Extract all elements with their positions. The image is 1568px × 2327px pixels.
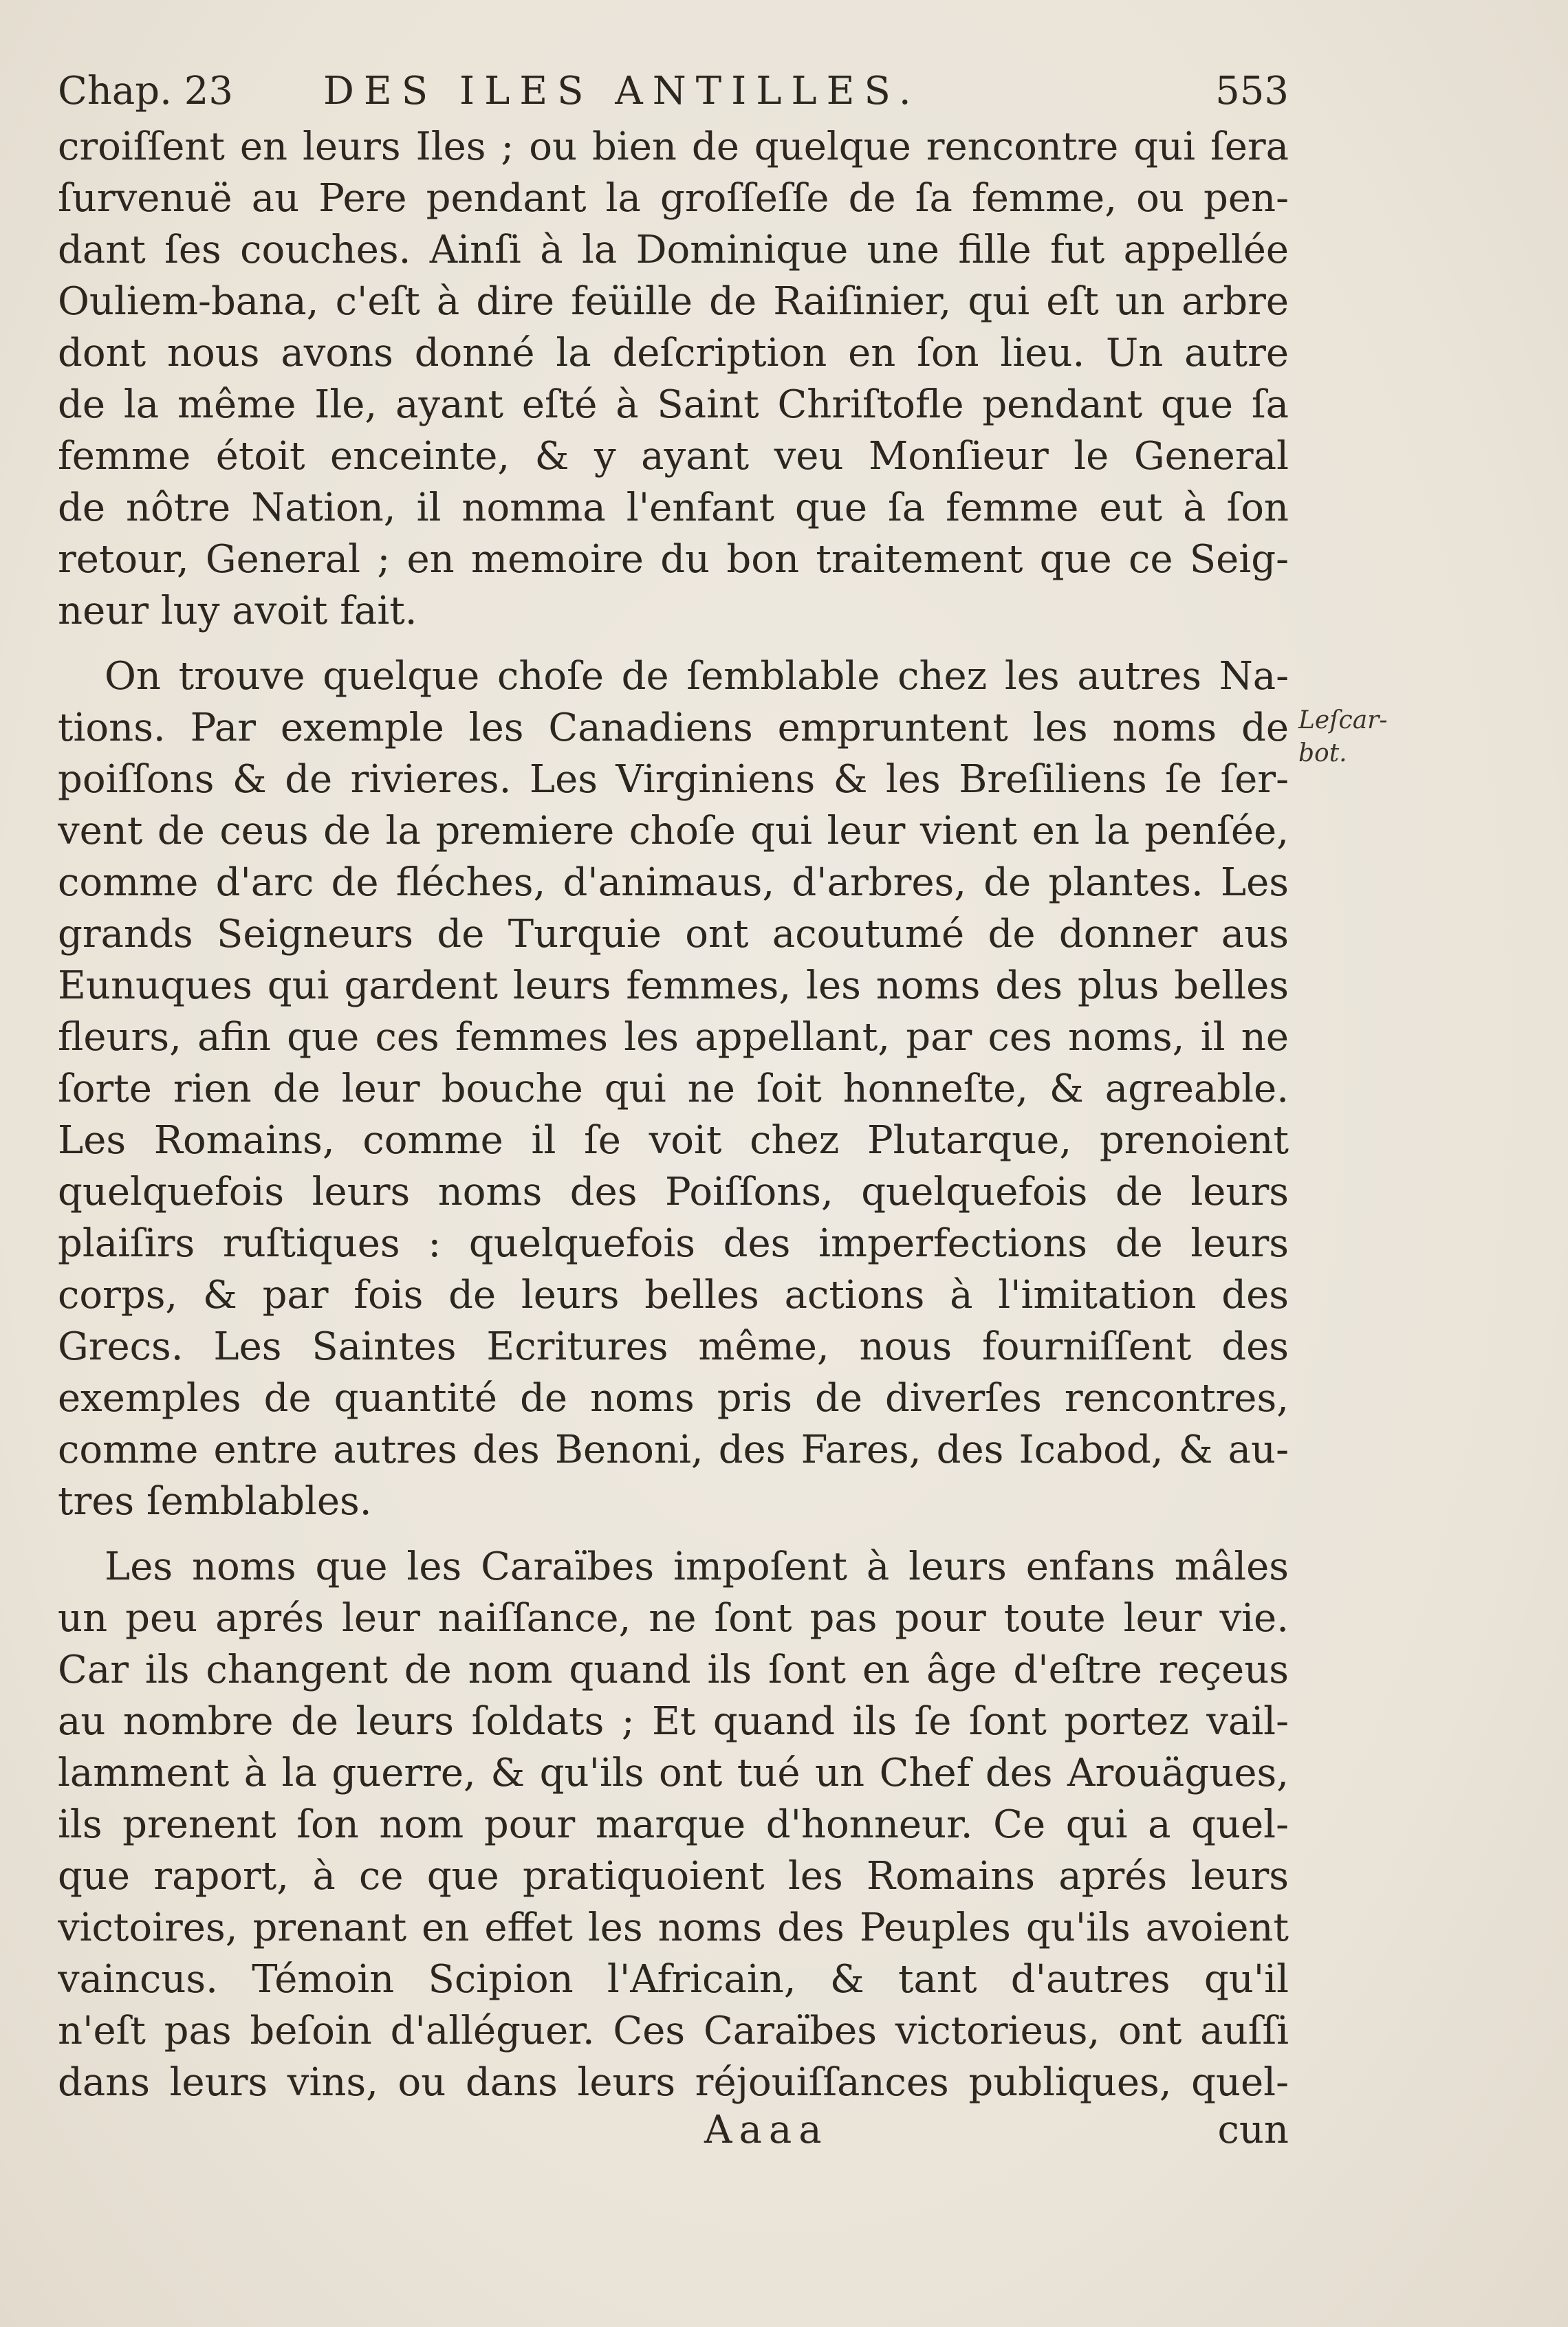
text-line: comme entre autres des Benoni, des Fares, des Icabod, & au- [58, 1428, 1289, 1472]
page-header [58, 67, 1289, 116]
text-line: grands Seigneurs de Turquie ont acoutumé de donner aus [58, 912, 1289, 957]
text-line: fleurs, afin que ces femmes les appellant, par ces noms, il ne [58, 1015, 1289, 1060]
text-line: vent de ceus de la premiere choſe qui leur vient en la penſée, [58, 809, 1289, 853]
marginal-note [1298, 704, 1408, 770]
text-body [58, 121, 1289, 2108]
text-line: Ouliem-bana, c'eſt à dire feüille de Raiſinier, qui eſt un arbre [58, 279, 1289, 324]
text-line: ils prenent ſon nom pour marque d'honneur. Ce qui a quel- [58, 1802, 1289, 1847]
marginal-note-line: bot. [1298, 739, 1347, 767]
text-line: ſurvenuë au Pere pendant la groſſeſſe de ſa femme, ou pen- [58, 176, 1289, 221]
page-number: 553 [1215, 69, 1289, 113]
text-line: de nôtre Nation, il nomma l'enfant que ſa femme eut à ſon [58, 485, 1289, 530]
text-line: corps, & par fois de leurs belles actions à l'imitation des [58, 1273, 1289, 1318]
text-line: Grecs. Les Saintes Ecritures même, nous fourniſſent des [58, 1324, 1289, 1369]
text-line: lamment à la guerre, & qu'ils ont tué un Chef des Arouägues, [58, 1751, 1289, 1795]
text-line: quelquefois leurs noms des Poiſſons, quelquefois de leurs [58, 1170, 1289, 1214]
text-line: tres ſemblables. [58, 1479, 372, 1524]
page-footer [58, 2103, 1289, 2158]
text-line: dont nous avons donné la deſcription en ſon lieu. Un autre [58, 331, 1289, 375]
text-line: tions. Par exemple les Canadiens empruntent les noms de [58, 706, 1289, 750]
text-line: poiſſons & de rivieres. Les Virginiens & les Breſiliens ſe ſer- [58, 757, 1289, 802]
text-line: ſorte rien de leur bouche qui ne ſoit honneſte, & agreable. [58, 1067, 1289, 1111]
marginal-note-line: Leſcar- [1298, 706, 1388, 734]
text-line: Les noms que les Caraïbes impoſent à leurs enfans mâles [105, 1544, 1289, 1589]
chapter-label: Chap. 23 [58, 69, 234, 113]
text-line: Eunuques qui gardent leurs femmes, les noms des plus belles [58, 963, 1289, 1008]
text-line: dans leurs vins, ou dans leurs réjouiſſances publiques, quel- [58, 2060, 1289, 2105]
text-line: n'eſt pas beſoin d'alléguer. Ces Caraïbes victorieus, ont auſſi [58, 2009, 1289, 2053]
text-line: comme d'arc de fléches, d'animaus, d'arbres, de plantes. Les [58, 860, 1289, 905]
text-line: au nombre de leurs ſoldats ; Et quand ils ſe ſont portez vail- [58, 1699, 1289, 1744]
signature-mark: Aaaa [704, 2108, 829, 2152]
catchword: cun [1217, 2108, 1289, 2152]
text-line: neur luy avoit fait. [58, 589, 417, 633]
text-line: Les Romains, comme il ſe voit chez Plutarque, prenoient [58, 1118, 1289, 1163]
text-line: exemples de quantité de noms pris de diverſes rencontres, [58, 1376, 1289, 1421]
text-line: On trouve quelque choſe de ſemblable chez les autres Na- [105, 654, 1289, 699]
text-line: retour, General ; en memoire du bon traitement que ce Seig- [58, 537, 1289, 582]
text-line: Car ils changent de nom quand ils ſont en âge d'eſtre reçeus [58, 1648, 1289, 1692]
text-line: un peu aprés leur naiſſance, ne ſont pas pour toute leur vie. [58, 1596, 1289, 1641]
text-line: vaincus. Témoin Scipion l'Africain, & tant d'autres qu'il [58, 1957, 1289, 2002]
text-line: victoires, prenant en effet les noms des Peuples qu'ils avoient [58, 1905, 1289, 1950]
text-line: femme étoit enceinte, & y ayant veu Monſieur le General [58, 434, 1289, 479]
running-title: DES ILES ANTILLES. [323, 69, 921, 113]
text-line: dant ſes couches. Ainſi à la Dominique une fille fut appellée [58, 228, 1289, 272]
text-line: plaiſirs ruſtiques : quelquefois des imperfections de leurs [58, 1221, 1289, 1266]
text-line: que raport, à ce que pratiquoient les Romains aprés leurs [58, 1854, 1289, 1899]
text-line: de la même Ile, ayant eſté à Saint Chriſtofle pendant que ſa [58, 382, 1289, 427]
text-line: croiſſent en leurs Iles ; ou bien de quelque rencontre qui ſera [58, 124, 1289, 169]
